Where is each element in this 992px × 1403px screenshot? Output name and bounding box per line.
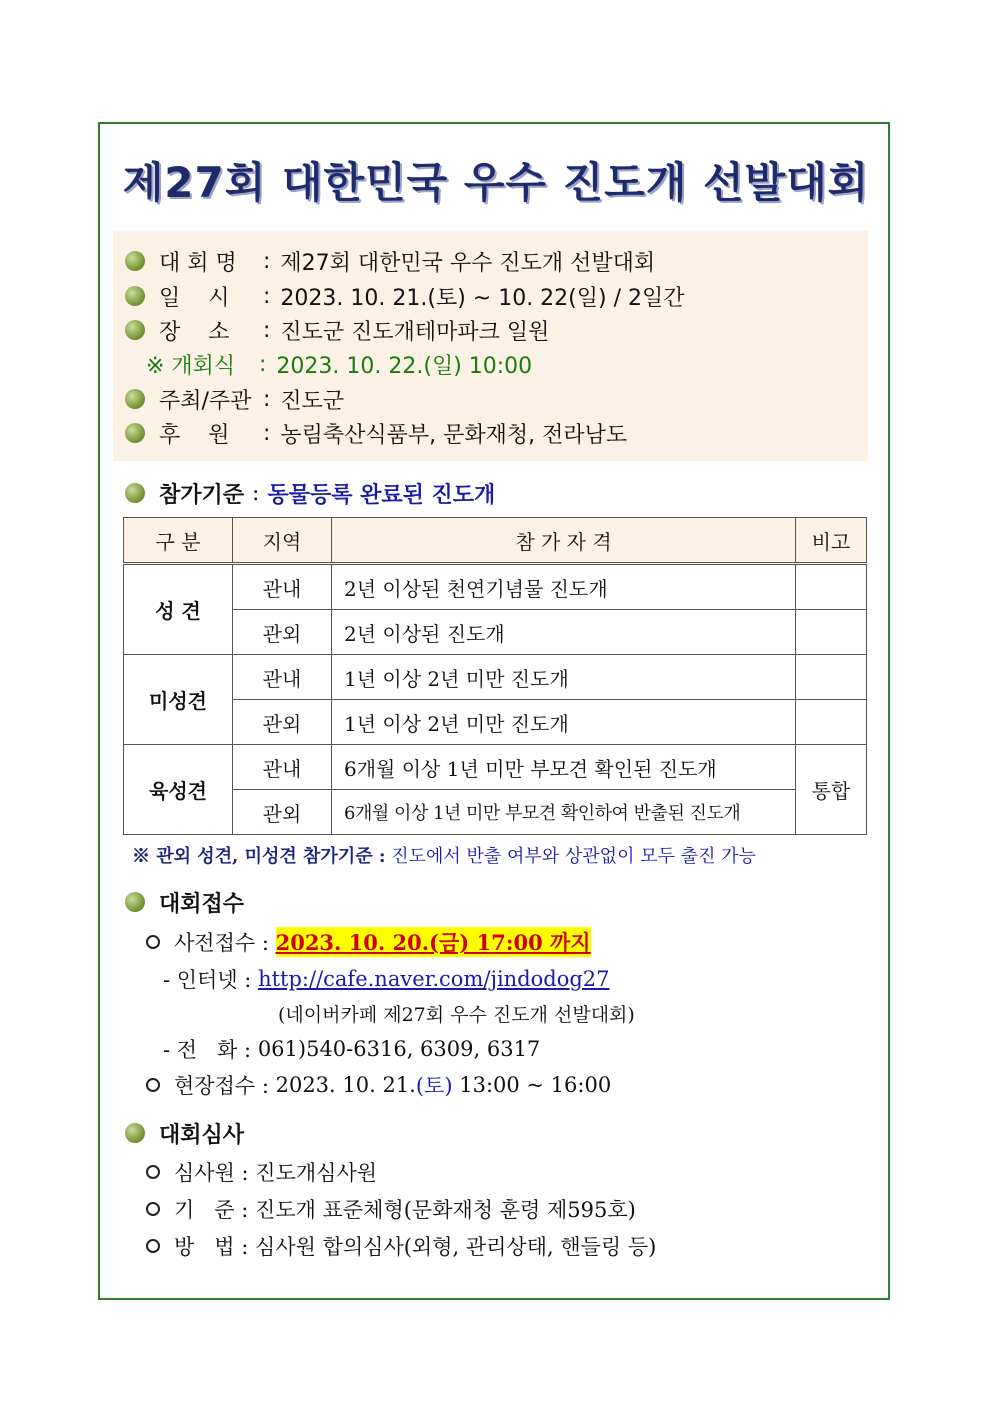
table-header-note: 비고	[796, 518, 867, 564]
bullet-icon	[123, 421, 147, 445]
circle-bullet-icon	[146, 935, 160, 949]
phone-row	[163, 1034, 540, 1064]
table-qualification: 6개월 이상 1년 미만 부모견 확인된 진도개	[332, 745, 796, 790]
table-row	[124, 564, 867, 610]
info-label: 대 회 명	[159, 250, 237, 276]
circle-bullet-icon	[146, 1202, 160, 1216]
info-row-place: 장 소 : 진도군 진도개테마파크 일원	[123, 313, 549, 347]
bullet-icon	[123, 284, 147, 308]
bullet-icon	[123, 481, 147, 505]
pre-registration	[146, 927, 591, 957]
table-note-cell	[796, 655, 867, 700]
table-note-cell: 통합	[796, 745, 867, 835]
section-title: 대회접수	[159, 890, 245, 917]
section-judging-heading	[123, 1118, 244, 1148]
onsite-date: 2023. 10. 21.	[275, 1073, 416, 1097]
circle-bullet-icon	[146, 1165, 160, 1179]
judging-value: 심사원 합의심사(외형, 관리상태, 핸들링 등)	[255, 1235, 657, 1259]
bullet-icon	[123, 249, 147, 273]
table-row	[124, 790, 867, 835]
pre-deadline: 2023. 10. 20.(금) 17:00 까지	[276, 927, 591, 957]
criteria-row: 참가기준 : 동물등록 완료된 진도개	[123, 476, 495, 510]
info-label: 후 원	[159, 422, 230, 448]
info-label: 장 소	[159, 319, 230, 345]
info-row-host: 주최/주관 : 진도군	[123, 382, 344, 416]
criteria-value: 동물등록 완료된 진도개	[267, 481, 496, 508]
info-value: 진도군	[280, 388, 345, 414]
pre-label: 사전접수 :	[174, 931, 269, 955]
info-label: 일 시	[159, 285, 230, 311]
bullet-icon	[123, 1121, 147, 1145]
info-value: 2023. 10. 21.(토) ~ 10. 22(일) / 2일간	[280, 285, 685, 311]
judging-value: 진도개심사원	[255, 1161, 378, 1185]
judging-item	[146, 1194, 636, 1224]
bullet-icon	[123, 387, 147, 411]
table-category: 성 견	[124, 564, 233, 655]
table-row	[124, 700, 867, 745]
table-region: 관내	[233, 745, 332, 790]
phone-label: - 전 화 :	[163, 1038, 252, 1062]
info-label: ※ 개회식	[146, 353, 236, 379]
table-region: 관외	[233, 610, 332, 655]
judging-label: 심사원 :	[174, 1161, 249, 1185]
internet-desc: (네이버카페 제27회 우수 진도개 선발대회)	[278, 1003, 635, 1026]
phone-value: 061)540-6316, 6309, 6317	[257, 1037, 541, 1061]
onsite-day: (토)	[415, 1074, 453, 1098]
info-value: 진도군 진도개테마파크 일원	[280, 319, 550, 345]
table-region: 관내	[233, 564, 332, 610]
table-region: 관외	[233, 700, 332, 745]
table-note-cell	[796, 564, 867, 610]
info-value: 제27회 대한민국 우수 진도개 선발대회	[280, 250, 656, 276]
judging-label: 기 준 :	[174, 1198, 249, 1222]
bullet-icon	[123, 890, 147, 914]
info-value: 농림축산식품부, 문화재청, 전라남도	[280, 422, 628, 448]
table-qualification: 2년 이상된 진도개	[332, 610, 796, 655]
table-qualification: 1년 이상 2년 미만 진도개	[332, 700, 796, 745]
judging-item	[146, 1231, 656, 1261]
onsite-registration	[146, 1070, 611, 1100]
section-reception-heading	[123, 887, 244, 917]
table-footnote	[132, 842, 756, 868]
table-row	[124, 745, 867, 790]
info-row-sponsor: 후 원 : 농림축산식품부, 문화재청, 전라남도	[123, 416, 627, 450]
table-row	[124, 655, 867, 700]
table-region: 관외	[233, 790, 332, 835]
circle-bullet-icon	[146, 1239, 160, 1253]
table-note-cell	[796, 610, 867, 655]
internet-row	[163, 964, 610, 994]
circle-bullet-icon	[146, 1078, 160, 1092]
footnote-label: ※ 관외 성견, 미성견 참가기준 :	[132, 846, 386, 867]
judging-item	[146, 1157, 377, 1187]
info-label: 주최/주관	[159, 388, 252, 414]
section-title: 대회심사	[159, 1121, 245, 1148]
judging-value: 진도개 표준체형(문화재청 훈령 제595호)	[255, 1198, 636, 1222]
onsite-time: 13:00 ~ 16:00	[459, 1073, 612, 1097]
info-value: 2023. 10. 22.(일) 10:00	[276, 353, 533, 379]
footnote-text: 진도에서 반출 여부와 상관없이 모두 출진 가능	[391, 846, 756, 867]
table-category: 육성견	[124, 745, 233, 835]
criteria-label: 참가기준	[159, 481, 245, 508]
table-qualification: 1년 이상 2년 미만 진도개	[332, 655, 796, 700]
info-row-date: 일 시 : 2023. 10. 21.(토) ~ 10. 22(일) / 2일간	[123, 279, 685, 313]
info-row-name: 대 회 명 : 제27회 대한민국 우수 진도개 선발대회	[123, 244, 655, 278]
table-category: 미성견	[124, 655, 233, 745]
onsite-label: 현장접수 :	[174, 1074, 269, 1098]
judging-label: 방 법 :	[174, 1235, 249, 1259]
qualification-table	[123, 517, 867, 835]
table-header-qualification: 참 가 자 격	[332, 518, 796, 564]
table-qualification: 6개월 이상 1년 미만 부모견 확인하여 반출된 진도개	[332, 790, 796, 835]
table-region: 관내	[233, 655, 332, 700]
info-row-opening: ※ 개회식 : 2023. 10. 22.(일) 10:00	[146, 347, 532, 381]
table-note-cell	[796, 700, 867, 745]
page-title: 제27회 대한민국 우수 진도개 선발대회	[122, 158, 870, 207]
internet-label: - 인터넷 :	[163, 968, 252, 992]
bullet-icon	[123, 318, 147, 342]
table-row	[124, 610, 867, 655]
table-header-region: 지역	[233, 518, 332, 564]
internet-link[interactable]: http://cafe.naver.com/jindodog27	[258, 967, 610, 991]
table-qualification: 2년 이상된 천연기념물 진도개	[332, 564, 796, 610]
table-header-category: 구 분	[124, 518, 233, 564]
